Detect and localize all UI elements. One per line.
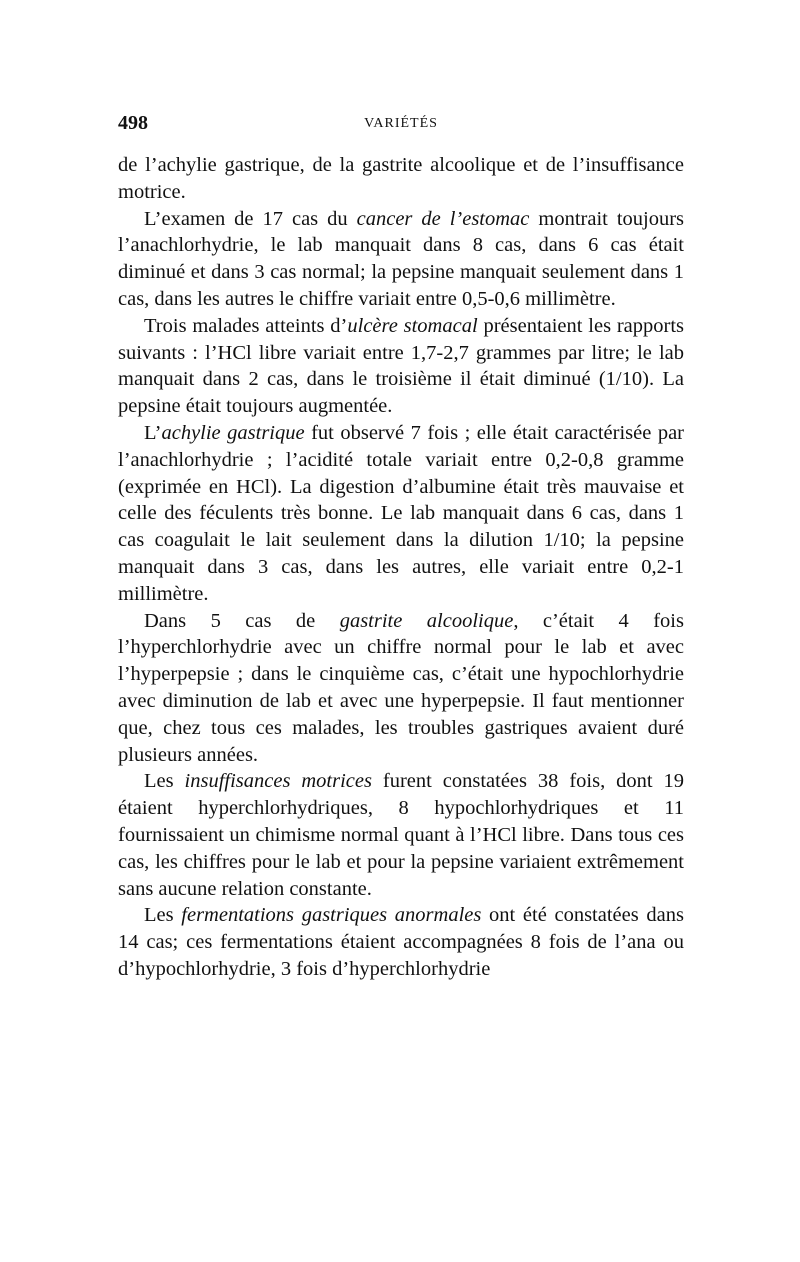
paragraph-achylie-gastrique: [118, 420, 684, 608]
paragraph-fermentations: [118, 902, 684, 982]
text-run: Dans 5 cas de: [144, 609, 340, 632]
paragraph-ulcere-stomacal: [118, 313, 684, 420]
text-run: Les: [144, 904, 182, 927]
body-text: [118, 152, 684, 983]
running-head: VARIÉTÉS: [364, 116, 438, 131]
text-run: L’: [144, 421, 162, 444]
text-run: montrait toujours l’anachlorhydrie, le lab manquait dans 8 cas, dans 6 cas était diminué et dans 3 cas normal; la pepsine manquait seulement dans 1 cas, dans les autres le chiffre variait entre 0,5-0,6 millimètre.: [118, 207, 685, 310]
text-run: Trois malades atteints d’: [144, 314, 348, 337]
paragraph-insuffisances-motrices: [118, 768, 684, 902]
paragraph-continued: [118, 152, 684, 206]
paragraph-cancer-estomac: [118, 206, 684, 313]
text-run: présentaient les rapports suivants : l’HCl libre variait entre 1,7-2,7 grammes par litre; le lab manquait dans 2 cas, dans le troisième il était diminué (1/10). La pepsine était toujours augmentée.: [118, 314, 685, 418]
page-number: 498: [118, 112, 148, 134]
page-header: [118, 112, 684, 142]
italic-term: gastrite alcoolique: [339, 609, 514, 632]
book-page: [118, 112, 684, 983]
text-run: fut observé 7 fois ; elle était caractérisée par l’anachlorhydrie ; l’acidité totale variait entre 0,2-0,8 gramme (exprimée en HCl). La digestion d’albumine était très mauvaise et celle des féculents très bonne. Le lab manquait dans 6 cas, dans 1 cas coagulait le lait seulement dans la dilution 1/10; la pepsine manquait dans 3 cas, dans les autres, elle variait entre 0,2-1 millimètre.: [118, 421, 684, 605]
italic-term: insuffisances motrices: [184, 770, 372, 793]
italic-term: ulcère stomacal: [347, 314, 478, 337]
text-run: furent constatées 38 fois, dont 19 étaient hyperchlorhydriques, 8 hypochlorhydriques et 11 fournissaient un chimisme normal quant à l’HCl libre. Dans tous ces cas, les chiffres pour le lab et pour la pepsine variaient extrêmement sans aucune relation constante.: [118, 770, 684, 900]
italic-term: cancer de l’estomac: [356, 207, 530, 230]
paragraph-gastrite-alcoolique: [118, 608, 684, 769]
italic-term: achylie gastrique: [161, 421, 305, 444]
text-run: ont été constatées dans 14 cas; ces fermentations étaient accompagnées 8 fois de l’ana ou d’hypochlorhydrie, 3 fois d’hyperchlorhydrie: [118, 904, 684, 980]
text-run: , c’était 4 fois l’hyperchlorhydrie avec un chiffre normal pour le lab et avec l’hyperpepsie ; dans le cinquième cas, c’était une hypochlorhydrie avec diminution de lab et avec une hyperpepsie. Il faut mentionner que, chez tous ces malades, les troubles gastriques avaient duré plusieurs années.: [118, 609, 684, 766]
text-run: de l’achylie gastrique, de la gastrite alcoolique et de l’insuffisance motrice.: [118, 154, 684, 203]
italic-term: fermentations gastriques anormales: [181, 904, 482, 927]
text-run: Les: [144, 770, 185, 793]
text-run: L’examen de 17 cas du: [144, 207, 357, 230]
